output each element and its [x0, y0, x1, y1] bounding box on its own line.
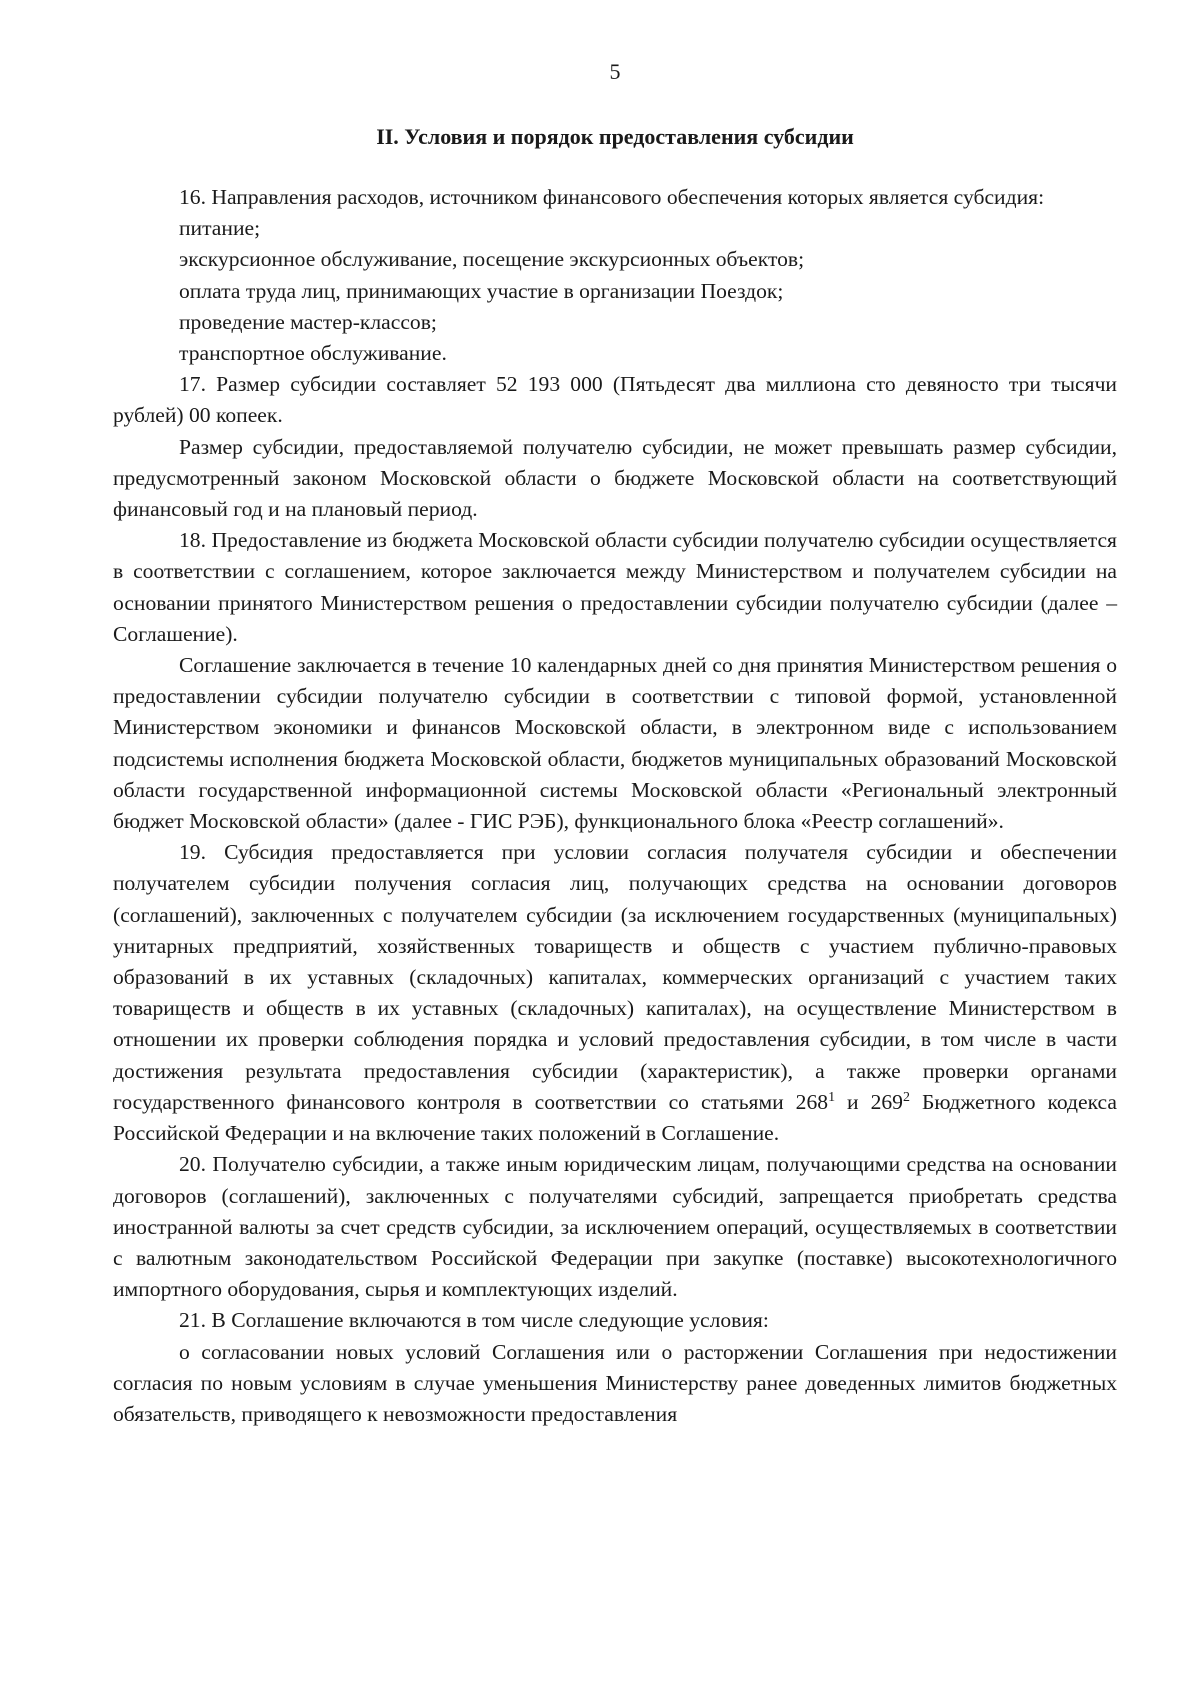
- paragraph-19-part-a: 19. Субсидия предоставляется при условии согласия получателя субсидии и обеспечении получателем субсидии получения согласия лиц, получающих средства на основании договоров (соглашений), заключенных с получателем субсидии (за исключением государственных (муниципальных) унитарных предприятий, хозяйственных товариществ и обществ с участием публично-правовых образований в их уставных (складочных) капиталах, коммерческих организаций с участием таких товариществ и обществ в их уставных (складочных) капиталах), на осуществление Министерством в отношении их проверки соблюдения порядка и условий предоставления субсидии, в том числе в части достижения результата предоставления субсидии (характеристик), а также проверки органами государственного финансового контроля в соответствии со статьями 268: [113, 840, 1117, 1114]
- list-item: питание;: [179, 216, 261, 241]
- paragraph-17-limit: Размер субсидии, предоставляемой получателю субсидии, не может превышать размер субсидии, предусмотренный законом Московской области о бюджете Московской области на соответствующий финансовый год и на плановый период.: [113, 434, 1117, 522]
- paragraph-16: 16. Направления расходов, источником финансового обеспечения которых является субсидия:: [179, 185, 1045, 209]
- paragraph-18: 18. Предоставление из бюджета Московской области субсидии получателю субсидии осуществляется в соответствии с соглашением, которое заключается между Министерством и получателем субсидии на основании принятого Министерством решения о предоставлении субсидии получателю субсидии (далее – Соглашение).: [113, 528, 1117, 646]
- paragraph-20: 20. Получателю субсидии, а также иным юридическим лицам, получающими средства на основании договоров (соглашений), заключенных с получателями субсидий, запрещается приобретать средства иностранной валюты за счет средств субсидии, за исключением операций, осуществляемых в соответствии с валютным законодательством Российской Федерации при закупке (поставке) высокотехнологичного импортного оборудования, сырья и комплектующих изделий.: [113, 1152, 1117, 1302]
- paragraph-19-part-c: Бюджетного кодекса Российской Федерации и на включение таких положений в Соглашение.: [113, 1089, 1117, 1146]
- paragraph-19: [113, 837, 1117, 1149]
- paragraph-19-part-b: и 269: [835, 1089, 903, 1114]
- paragraph-21-condition: о согласовании новых условий Соглашения или о расторжении Соглашения при недостижении согласия по новым условиям в случае уменьшения Министерству ранее доведенных лимитов бюджетных обязательств, приводящего к невозможности предоставления: [113, 1339, 1117, 1426]
- paragraph-18-agreement: Соглашение заключается в течение 10 календарных дней со дня принятия Министерством решения о предоставлении субсидии получателю субсидии в соответствии с типовой формой, установленной Министерством экономики и финансов Московской области, в электронном виде с использованием подсистемы исполнения бюджета Московской области, бюджетов муниципальных образований Московской области государственной информационной системы Московской области «Региональный электронный бюджет Московской области» (далее - ГИС РЭБ), функционального блока «Реестр соглашений».: [113, 653, 1117, 834]
- page-number: 5: [609, 59, 621, 84]
- list-item: транспортное обслуживание.: [179, 341, 447, 366]
- paragraph-21: 21. В Соглашение включаются в том числе следующие условия:: [179, 1308, 769, 1333]
- footnote-marker-1: 1: [828, 1089, 836, 1105]
- section-title: II. Условия и порядок предоставления субсидии: [376, 124, 854, 149]
- list-item: оплата труда лиц, принимающих участие в организации Поездок;: [179, 278, 784, 303]
- footnote-marker-2: 2: [902, 1089, 910, 1105]
- list-item: проведение мастер-классов;: [179, 309, 437, 334]
- list-item: экскурсионное обслуживание, посещение экскурсионных объектов;: [179, 247, 805, 272]
- paragraph-17: 17. Размер субсидии составляет 52 193 000 (Пятьдесят два миллиона сто девяносто три тысячи рублей) 00 копеек.: [113, 372, 1117, 428]
